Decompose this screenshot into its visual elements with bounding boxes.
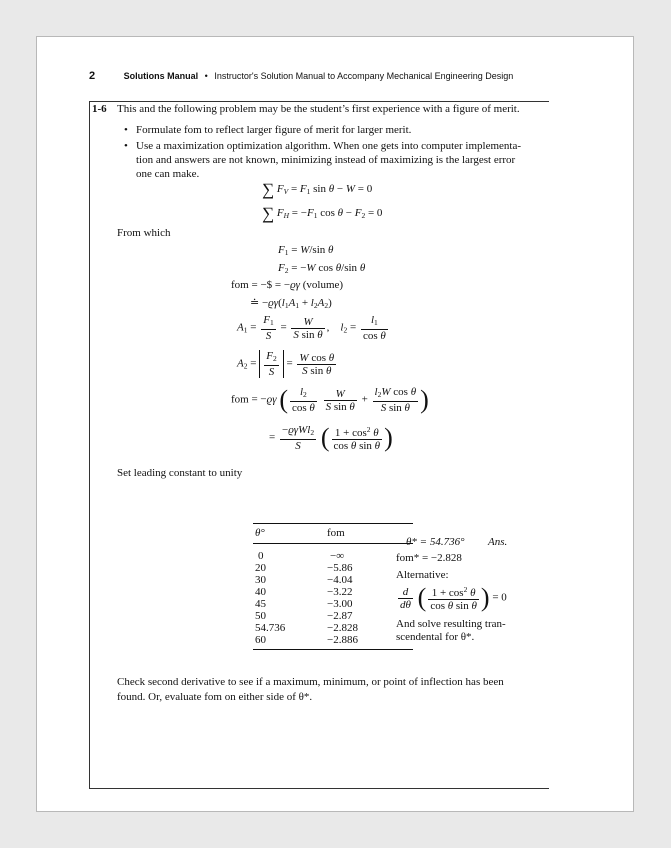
table-cell: −∞ xyxy=(330,550,345,562)
fom-table xyxy=(253,523,413,650)
check-text-line1: Check second derivative to see if a maximum, minimum, or point of inflection has been xyxy=(117,676,504,688)
table-header-rule xyxy=(253,543,413,544)
solve-text-line1: And solve resulting tran- xyxy=(396,618,506,630)
table-cell: 40 xyxy=(255,586,266,598)
table-header-theta: θ° xyxy=(255,527,265,539)
equation-fom-approx: ≐ $-ϱ\gamma(l_1A_1 + l_2A_2)$ xyxy=(250,297,332,310)
fom-label: fom xyxy=(231,279,249,291)
manual-subtitle: Instructor's Solution Manual to Accompany Mechanical Engineering Design xyxy=(214,71,514,81)
table-cell: −3.22 xyxy=(327,586,353,598)
check-text-line2: found. Or, evaluate fom on either side of θ*. xyxy=(117,691,313,703)
problem-intro: This and the following problem may be the student’s first experience with a figure of merit. xyxy=(117,103,520,115)
page-sheet xyxy=(36,36,634,812)
bullet-text-2-line3: one can make. xyxy=(136,168,200,180)
table-cell: −2.87 xyxy=(327,610,353,622)
equation-f2: $F_2 = -W$ cos θ/sin θ xyxy=(278,262,366,275)
table-cell: 45 xyxy=(255,598,266,610)
table-cell: 54.736 xyxy=(255,622,286,634)
equation-fom-simplified: = $\frac{-ϱ\gamma Wl_2}{S}$ ( $\frac{1 + \cos^2 \theta}{\text{cos θ sin θ}}$ ) xyxy=(269,423,393,452)
table-cell: −3.00 xyxy=(327,598,353,610)
table-row xyxy=(253,574,413,586)
problem-frame xyxy=(89,101,549,789)
equation-sum-fv: ∑ $F_V = F_1$ sin θ − W = 0 xyxy=(262,180,373,199)
table-cell: −5.86 xyxy=(327,562,353,574)
table-cell: −2.886 xyxy=(327,634,358,646)
table-header-fom: fom xyxy=(327,527,345,539)
manual-title: Solutions Manual xyxy=(123,71,199,81)
table-cell: 60 xyxy=(255,634,266,646)
table-row xyxy=(253,598,413,610)
theta-star-result: θ* = 54.736° xyxy=(406,536,465,548)
problem-number: 1-6 xyxy=(92,103,107,115)
bullet-dot-2: • xyxy=(124,140,128,152)
equation-f1: $F_1 = W/\sin$ θ xyxy=(278,244,334,257)
table-row xyxy=(253,562,413,574)
table-row xyxy=(253,550,413,562)
answer-marker: Ans. xyxy=(488,536,508,548)
volume-label: (volume) xyxy=(302,279,344,291)
table-cell: 20 xyxy=(255,562,266,574)
table-bottom-rule xyxy=(253,649,413,650)
table-row xyxy=(253,610,413,622)
table-cell: 50 xyxy=(255,610,266,622)
table-header-row xyxy=(253,524,413,539)
bullet-dot-1: • xyxy=(124,124,128,136)
header-bullet: • xyxy=(204,71,208,81)
bullet-text-2-line2: tion and answers are not known, minimizing instead of maximizing is the largest error xyxy=(136,154,516,166)
table-cell: −4.04 xyxy=(327,574,353,586)
equation-a2: $A_2$ = $\frac{F_2}{S}$ = $\frac{\text{W cos θ}}{\text{S sin θ}}$ xyxy=(237,350,335,378)
equation-a1-l2: $A_1$ = $\frac{F_1}{S}$ = $\frac{W}{\text{S sin θ}}$ , $l_2$ = $\frac{l_1}{\text{cos θ}}$ xyxy=(237,314,386,342)
page-number: 2 xyxy=(89,70,96,82)
equation-derivative: $\frac{d}{d\theta}$ ( $\frac{1 + \cos^2 \theta}{\text{cos θ sin θ}}$ ) = 0 xyxy=(400,583,507,612)
table-row xyxy=(253,622,413,634)
table-row xyxy=(253,634,413,646)
solve-text-line2: scendental for θ*. xyxy=(396,631,475,643)
equation-sum-fh: ∑ $F_H = -F_1$ $\cos \theta - F_2 = 0$ xyxy=(262,204,383,223)
equation-fom-volume: fom = −$ = −ϱγ (volume) xyxy=(231,279,344,291)
from-which-text: From which xyxy=(117,227,171,239)
table-cell: −2.828 xyxy=(327,622,358,634)
table-row xyxy=(253,586,413,598)
bullet-text-2-line1: Use a maximization optimization algorithm. When one gets into computer implementa- xyxy=(136,140,522,152)
equation-fom-expanded: fom = −ϱγ ( $\frac{l_2}{\text{cos θ}}$ $\frac{W}{\text{S sin θ}}$ + $\frac{l_2W \cos \theta}{\text{S sin θ}}$ ) xyxy=(231,385,429,414)
table-cell: 30 xyxy=(255,574,266,586)
bullet-text-1: Formulate fom to reflect larger figure of merit for larger merit. xyxy=(136,124,412,136)
alternative-label: Alternative: xyxy=(396,569,449,581)
page-header xyxy=(89,70,569,82)
set-leading-text: Set leading constant to unity xyxy=(117,467,243,479)
table-cell: 0 xyxy=(258,550,264,562)
fom-star-result: fom* = −2.828 xyxy=(396,552,462,564)
